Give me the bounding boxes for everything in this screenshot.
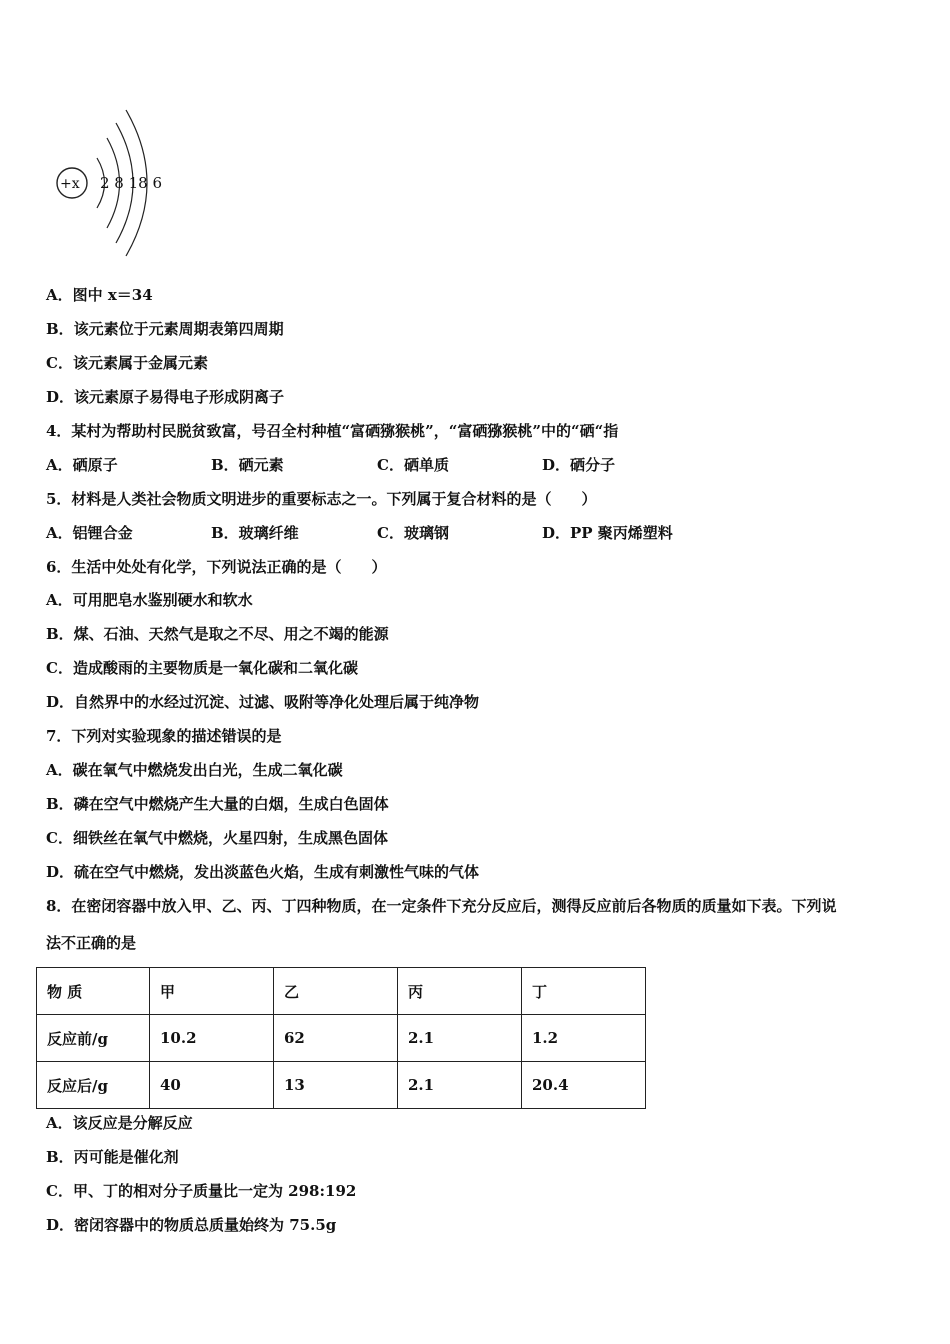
q8-option-c: C．甲、丁的相对分子质量比一定为 298:192 [46, 1182, 357, 1200]
table-cell: 20.4 [522, 1062, 646, 1109]
q5-option-a: A．铝锂合金 [46, 524, 133, 542]
q6-option-d: D．自然界中的水经过沉淀、过滤、吸附等净化处理后属于纯净物 [46, 693, 480, 711]
q8-stem-line2: 法不正确的是 [46, 934, 137, 952]
table-cell: 甲 [150, 968, 274, 1015]
q4-option-a: A．硒原子 [46, 456, 118, 474]
q4-option-d: D．硒分子 [542, 456, 616, 474]
table-cell: 40 [150, 1062, 274, 1109]
table-header-row [37, 968, 646, 1015]
q5-option-b: B．玻璃纤维 [211, 524, 299, 542]
q4-stem: 4．某村为帮助村民脱贫致富，号召全村种植“富硒猕猴桃”，“富硒猕猴桃”中的“硒“指 [46, 422, 619, 440]
table-row [37, 1015, 646, 1062]
q7-option-b: B．磷在空气中燃烧产生大量的白烟，生成白色固体 [46, 795, 389, 813]
q6-option-b: B．煤、石油、天然气是取之不尽、用之不竭的能源 [46, 625, 389, 643]
q5-option-d: D．PP 聚丙烯塑料 [542, 524, 673, 542]
table-cell: 乙 [274, 968, 398, 1015]
table-cell: 反应后/g [37, 1062, 150, 1109]
q3-option-c: C．该元素属于金属元素 [46, 354, 208, 372]
mass-data-table [36, 967, 646, 1109]
q8-option-a: A．该反应是分解反应 [46, 1114, 193, 1132]
table-cell: 1.2 [522, 1015, 646, 1062]
table-cell: 物 质 [37, 968, 150, 1015]
q3-option-d: D．该元素原子易得电子形成阴离子 [46, 388, 285, 406]
q6-option-c: C．造成酸雨的主要物质是一氧化碳和二氧化碳 [46, 659, 358, 677]
q8-stem-line1: 8．在密闭容器中放入甲、乙、丙、丁四种物质，在一定条件下充分反应后，测得反应前后各物质的质量如下表。下列说 [46, 897, 837, 915]
shell-electron-counts: 2 8 18 6 [100, 174, 163, 192]
q4-option-c: C．硒单质 [377, 456, 449, 474]
q7-option-d: D．硫在空气中燃烧，发出淡蓝色火焰，生成有刺激性气味的气体 [46, 863, 480, 881]
table-cell: 62 [274, 1015, 398, 1062]
table-cell: 13 [274, 1062, 398, 1109]
q7-option-c: C．细铁丝在氧气中燃烧，火星四射，生成黑色固体 [46, 829, 388, 847]
q8-option-b: B．丙可能是催化剂 [46, 1148, 179, 1166]
q4-option-b: B．硒元素 [211, 456, 284, 474]
q5-stem: 5．材料是人类社会物质文明进步的重要标志之一。下列属于复合材料的是（ ） [46, 490, 597, 508]
q6-stem: 6．生活中处处有化学，下列说法正确的是（ ） [46, 558, 387, 576]
q7-option-a: A．碳在氧气中燃烧发出白光，生成二氧化碳 [46, 761, 343, 779]
atom-structure-diagram [50, 108, 180, 258]
table-row [37, 1062, 646, 1109]
q8-option-d: D．密闭容器中的物质总质量始终为 75.5g [46, 1216, 337, 1234]
nucleus-label: +x [60, 176, 80, 192]
table-cell: 丁 [522, 968, 646, 1015]
q7-stem: 7．下列对实验现象的描述错误的是 [46, 727, 282, 745]
q5-option-c: C．玻璃钢 [377, 524, 449, 542]
table-cell: 2.1 [398, 1015, 522, 1062]
table-cell: 2.1 [398, 1062, 522, 1109]
table-cell: 丙 [398, 968, 522, 1015]
q3-option-a: A．图中 x＝34 [46, 286, 153, 304]
table-cell: 反应前/g [37, 1015, 150, 1062]
q6-option-a: A．可用肥皂水鉴别硬水和软水 [46, 591, 253, 609]
q3-option-b: B．该元素位于元素周期表第四周期 [46, 320, 284, 338]
table-cell: 10.2 [150, 1015, 274, 1062]
